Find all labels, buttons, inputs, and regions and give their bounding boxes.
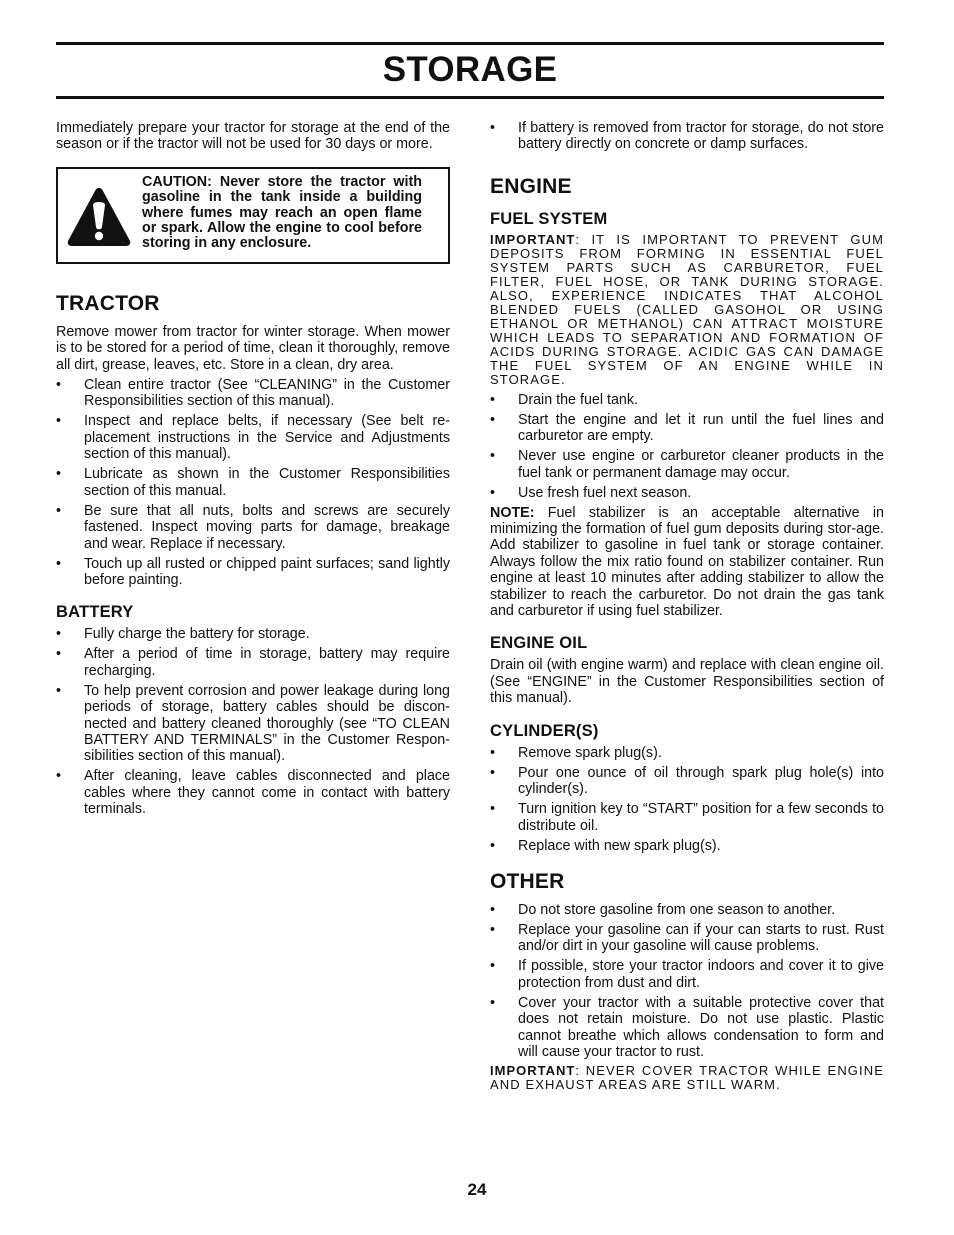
fuel-system-important bbox=[490, 233, 884, 387]
right-column bbox=[490, 120, 884, 1097]
battery-heading: BATTERY bbox=[56, 603, 134, 622]
engine-oil-heading: ENGINE OIL bbox=[490, 634, 588, 653]
list-item: • To help prevent corrosion and power leakage during long periods of storage, battery cables should be discon-nected and battery cleaned thoroughly (see “TO CLEAN BATTERY AND TERMINALS” in the Customer Respon-sibilities section of this manual). bbox=[56, 683, 450, 765]
list-item: • After a period of time in storage, battery may require recharging. bbox=[56, 646, 450, 679]
fuel-stabilizer-note bbox=[490, 505, 884, 620]
other-bullets bbox=[490, 902, 884, 1060]
caution-box bbox=[56, 167, 450, 264]
list-item: • Lubricate as shown in the Customer Responsibilities section of this manual. bbox=[56, 466, 450, 499]
list-item: • Turn ignition key to “START” position for a few seconds to distribute oil. bbox=[490, 801, 884, 834]
list-item: • Replace your gasoline can if your can starts to rust. Rust and/or dirt in your gasoline will cause problems. bbox=[490, 922, 884, 955]
list-item: • Never use engine or carburetor cleaner products in the fuel tank or permanent damage may occur. bbox=[490, 448, 884, 481]
caution-text: CAUTION: Never store the tractor with gasoline in the tank inside a building where fumes may reach an open flame or spark. Allow the engine to cool before storing in any enclosure. bbox=[142, 173, 422, 252]
important-text: : IT IS IMPORTANT TO PREVENT GUM DEPOSITS FROM FORMING IN ESSENTIAL FUEL SYSTEM PARTS SUCH AS CARBURETOR, FUEL FILTER, FUEL HOSE, OR TANK DURING STORAGE. ALSO, EXPERIENCE INDICATES THAT ALCOHOL BLENDED FUELS (CALLED GASOHOL OR USING ETHANOL OR METHANOL) CAN ATTRACT MOISTURE WHICH LEADS TO SEPARATION AND FORMATION OF ACIDS DURING STORAGE. ACIDIC GAS CAN DAMAGE THE FUEL SYSTEM OF AN ENGINE WHILE IN STORAGE. bbox=[490, 231, 884, 387]
list-item: • Start the engine and let it run until the fuel lines and carburetor are empty. bbox=[490, 412, 884, 445]
note-text: Fuel stabilizer is an acceptable alternative in minimizing the formation of fuel gum deposits during stor-age. Add stabilizer to gasoline in fuel tank or storage container. Always follow the mix ratio found on stabilizer container. Run engine at least 10 minutes after adding stabilizer to allow the stabilizer to reach the carburetor. Do not drain the gas tank and carburetor if using fuel stabilizer. bbox=[490, 504, 884, 620]
list-item: • Use fresh fuel next season. bbox=[490, 485, 884, 501]
important-label: IMPORTANT bbox=[490, 231, 576, 247]
list-item: • Pour one ounce of oil through spark plug hole(s) into cylinder(s). bbox=[490, 765, 884, 798]
other-important bbox=[490, 1064, 884, 1092]
cylinders-bullets bbox=[490, 745, 884, 854]
list-item: • If battery is removed from tractor for storage, do not store battery directly on concrete or damp surfaces. bbox=[490, 120, 884, 153]
fuel-system-heading: FUEL SYSTEM bbox=[490, 209, 608, 228]
list-item: • Inspect and replace belts, if necessary (See belt re-placement instructions in the Service and Adjustments section of this manual). bbox=[56, 413, 450, 462]
list-item: • Do not store gasoline from one season to another. bbox=[490, 902, 884, 918]
list-item: • After cleaning, leave cables disconnected and place cables where they cannot come in contact with battery terminals. bbox=[56, 768, 450, 817]
note-label: NOTE: bbox=[490, 504, 535, 521]
list-item: • Fully charge the battery for storage. bbox=[56, 626, 450, 642]
other-heading: OTHER bbox=[490, 869, 565, 893]
left-column bbox=[56, 120, 450, 821]
list-item: • Clean entire tractor (See “CLEANING” in the Customer Responsibilities section of this manual). bbox=[56, 377, 450, 410]
page-number: 24 bbox=[467, 1180, 487, 1199]
list-item: • Be sure that all nuts, bolts and screws are securely fastened. Inspect moving parts for damage, breakage and wear. Replace if necessary. bbox=[56, 503, 450, 552]
page-title: STORAGE bbox=[382, 50, 558, 89]
header-rule-top bbox=[56, 42, 884, 45]
list-item: • Touch up all rusted or chipped paint surfaces; sand lightly before painting. bbox=[56, 556, 450, 589]
engine-oil-text: Drain oil (with engine warm) and replace with clean engine oil. (See “ENGINE” in the Customer Responsibilities section of this manual). bbox=[490, 657, 884, 707]
list-item: • Drain the fuel tank. bbox=[490, 392, 884, 408]
battery-continued-bullets bbox=[490, 120, 884, 153]
list-item: • Cover your tractor with a suitable protective cover that does not retain moisture. Do not use plastic. Plastic cannot breathe which allows condensation to form and will cause your tractor to rust. bbox=[490, 995, 884, 1061]
tractor-bullets bbox=[56, 377, 450, 588]
important-label: IMPORTANT bbox=[490, 1062, 576, 1078]
list-item: • Replace with new spark plug(s). bbox=[490, 838, 884, 854]
list-item: • If possible, store your tractor indoors and cover it to give protection from dust and dirt. bbox=[490, 958, 884, 991]
list-item: • Remove spark plug(s). bbox=[490, 745, 884, 761]
tractor-intro: Remove mower from tractor for winter storage. When mower is to be stored for a period of time, clean it thoroughly, remove all dirt, grease, leaves, etc. Store in a clean, dry area. bbox=[56, 323, 450, 373]
battery-bullets bbox=[56, 626, 450, 817]
storage-intro: Immediately prepare your tractor for storage at the end of the season or if the tractor will not be used for 30 days or more. bbox=[56, 120, 450, 153]
fuel-system-bullets bbox=[490, 392, 884, 501]
warning-triangle-icon bbox=[66, 185, 132, 249]
cylinders-heading: CYLINDER(S) bbox=[490, 721, 599, 740]
tractor-heading: TRACTOR bbox=[56, 291, 160, 315]
engine-heading: ENGINE bbox=[490, 174, 572, 198]
important-text: : NEVER COVER TRACTOR WHILE ENGINE AND EXHAUST AREAS ARE STILL WARM. bbox=[490, 1062, 884, 1092]
header-rule-bottom bbox=[56, 96, 884, 99]
